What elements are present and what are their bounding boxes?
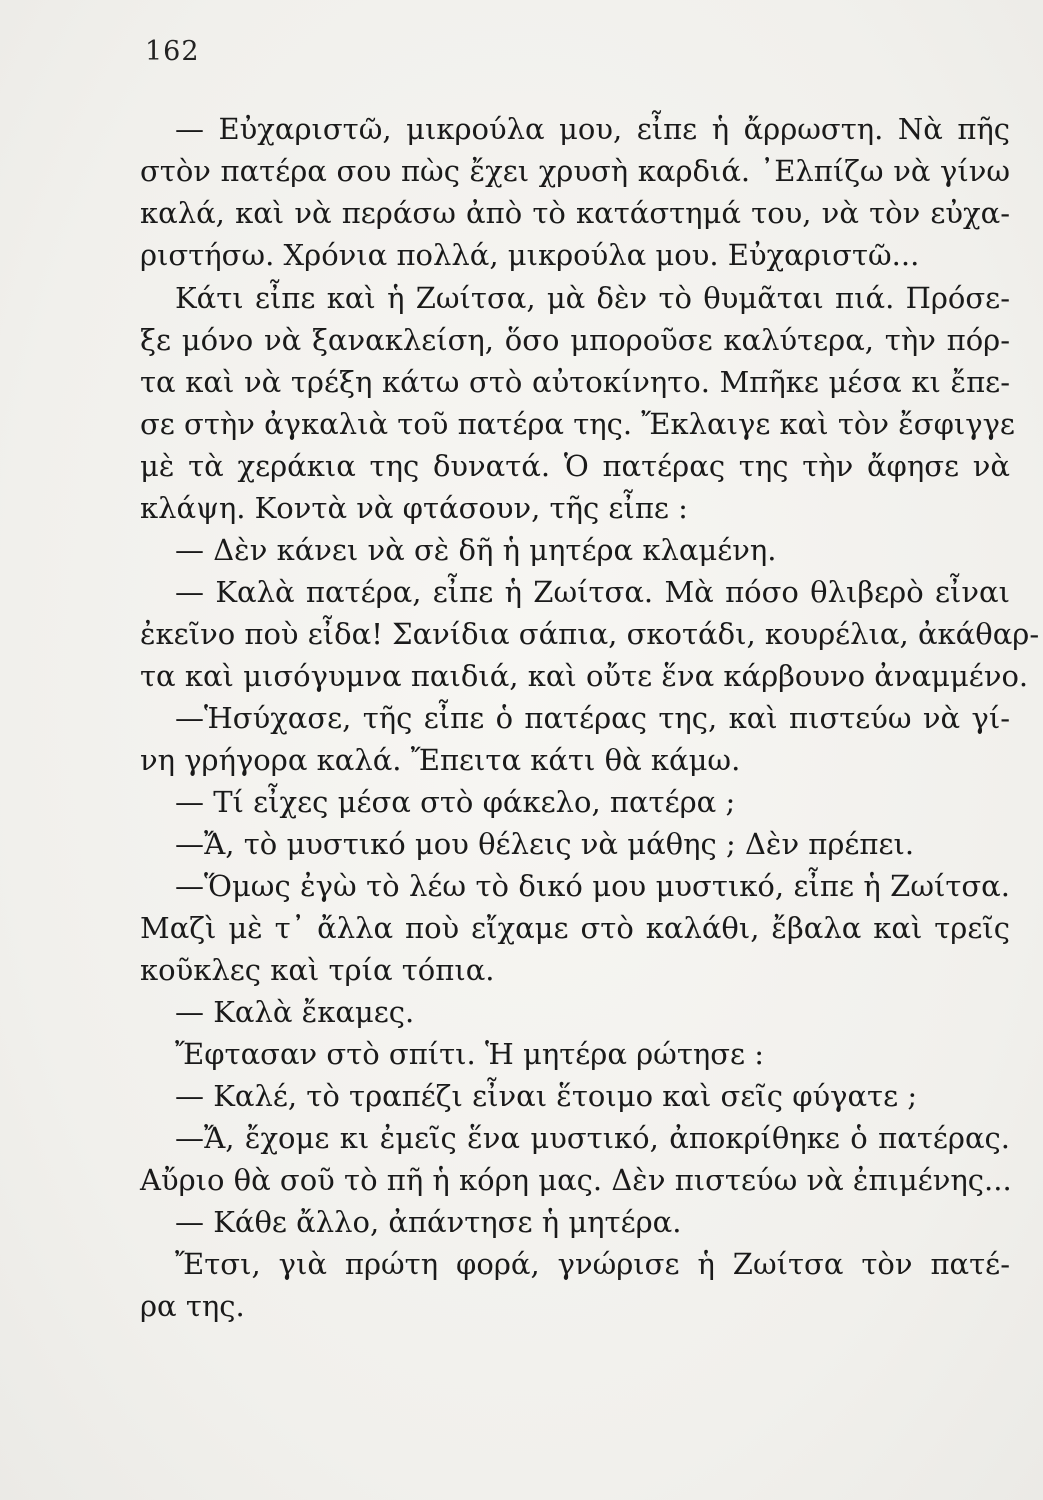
text-line: — Εὐχαριστῶ, μικρούλα μου, εἶπε ἡ ἄρρωστη. Νὰ πῆς bbox=[175, 112, 1010, 146]
text-line: ρα της. bbox=[140, 1289, 245, 1323]
text-line: ριστήσω. Χρόνια πολλά, μικρούλα μου. Εὐχαριστῶ... bbox=[140, 238, 920, 272]
text-line: κλάψη. Κοντὰ νὰ φτάσουν, τῆς εἶπε : bbox=[140, 491, 688, 525]
text-line: κοῦκλες καὶ τρία τόπια. bbox=[140, 953, 495, 987]
text-line: —Ὅμως ἐγὼ τὸ λέω τὸ δικό μου μυστικό, εἶπε ἡ Ζωίτσα. bbox=[175, 869, 1010, 903]
text-line: — Τί εἶχες μέσα στὸ φάκελο, πατέρα ; bbox=[175, 785, 736, 819]
text-line: στὸν πατέρα σου πὼς ἔχει χρυσὴ καρδιά. ᾿Ελπίζω νὰ γίνω bbox=[140, 154, 1010, 188]
text-line: Ἔτσι, γιὰ πρώτη φορά, γνώρισε ἡ Ζωίτσα τὸν πατέ- bbox=[175, 1247, 1010, 1281]
text-line: —Ἄ, τὸ μυστικό μου θέλεις νὰ μάθης ; Δὲν πρέπει. bbox=[175, 827, 915, 861]
text-line: Ἔφτασαν στὸ σπίτι. Ἡ μητέρα ρώτησε : bbox=[175, 1037, 765, 1071]
text-line: —Ἄ, ἔχομε κι ἐμεῖς ἕνα μυστικό, ἀποκρίθηκε ὁ πατέρας. bbox=[175, 1121, 1010, 1155]
text-line: —Ἡσύχασε, τῆς εἶπε ὁ πατέρας της, καὶ πιστεύω νὰ γί- bbox=[175, 701, 1010, 735]
text-line: νη γρήγορα καλά. Ἔπειτα κάτι θὰ κάμω. bbox=[140, 743, 741, 777]
text-line: — Καλὰ πατέρα, εἶπε ἡ Ζωίτσα. Μὰ πόσο θλιβερὸ εἶναι bbox=[175, 575, 1010, 609]
text-line: ξε μόνο νὰ ξανακλείση, ὅσο μποροῦσε καλύτερα, τὴν πόρ- bbox=[140, 323, 1010, 357]
text-line: τα καὶ νὰ τρέξη κάτω στὸ αὐτοκίνητο. Μπῆκε μέσα κι ἔπε- bbox=[140, 365, 1010, 399]
text-line: ἐκεῖνο ποὺ εἶδα! Σανίδια σάπια, σκοτάδι, κουρέλια, ἀκάθαρ- bbox=[140, 617, 1040, 651]
text-line: Μαζὶ μὲ τ᾿ ἄλλα ποὺ εἴχαμε στὸ καλάθι, ἔβαλα καὶ τρεῖς bbox=[140, 911, 1010, 945]
text-line: μὲ τὰ χεράκια της δυνατά. Ὁ πατέρας της τὴν ἄφησε νὰ bbox=[140, 449, 1010, 483]
text-line: — Δὲν κάνει νὰ σὲ δῆ ἡ μητέρα κλαμένη. bbox=[175, 533, 777, 567]
text-line: Κάτι εἶπε καὶ ἡ Ζωίτσα, μὰ δὲν τὸ θυμᾶται πιά. Πρόσε- bbox=[175, 281, 1010, 315]
text-line: — Καλέ, τὸ τραπέζι εἶναι ἕτοιμο καὶ σεῖς φύγατε ; bbox=[175, 1079, 918, 1113]
text-line: Αὔριο θὰ σοῦ τὸ πῆ ἡ κόρη μας. Δὲν πιστεύω νὰ ἐπιμένης... bbox=[140, 1163, 1012, 1197]
page-number: 162 bbox=[145, 36, 200, 67]
text-line: σε στὴν ἀγκαλιὰ τοῦ πατέρα της. Ἔκλαιγε καὶ τὸν ἔσφιγγε bbox=[140, 407, 1015, 441]
text-line: — Καλὰ ἔκαμες. bbox=[175, 995, 415, 1029]
text-line: τα καὶ μισόγυμνα παιδιά, καὶ οὔτε ἕνα κάρβουνο ἀναμμένο. bbox=[140, 659, 1029, 693]
text-line: καλά, καὶ νὰ περάσω ἀπὸ τὸ κατάστημά του, νὰ τὸν εὐχα- bbox=[140, 196, 1010, 230]
text-line: — Κάθε ἄλλο, ἀπάντησε ἡ μητέρα. bbox=[175, 1205, 682, 1239]
